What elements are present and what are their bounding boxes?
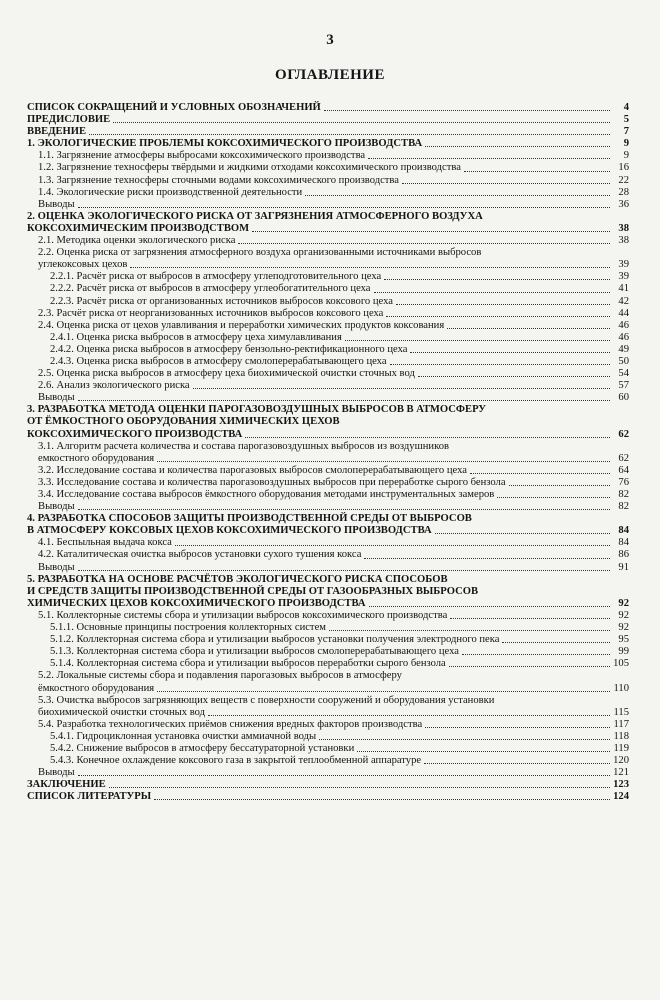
toc-dot-leader (305, 195, 610, 196)
toc-entry-title: 2.6. Анализ экологического риска (38, 380, 190, 392)
toc-entry-title: 5.4.3. Конечное охлаждение коксового газа в закрытой теплообменной аппаратуре (50, 755, 422, 767)
toc-entry-title: 5.1.3. Коллекторная система сбора и утилизации выбросов смолоперерабатывающего цеха (50, 646, 459, 658)
toc-entry-title: 5.1.1. Основные принципы построения коллекторных систем (50, 622, 326, 634)
toc-entry (27, 344, 629, 356)
toc-dot-leader (462, 654, 610, 655)
toc-entry (27, 199, 629, 211)
toc-entry-page-number: 60 (618, 392, 629, 404)
toc-entry (27, 658, 629, 670)
toc-entry-title: КОКСОХИМИЧЕСКОГО ПРОИЗВОДСТВА (27, 428, 243, 440)
toc-entry-title: 2.2.1. Расчёт риска от выбросов в атмосферу углеподготовительного цеха (50, 271, 382, 283)
toc-entry-title: 1.3. Загрязнение техносферы сточными водами коксохимического производства (38, 174, 399, 186)
toc-entry (27, 296, 629, 308)
toc-dot-leader (418, 376, 610, 377)
toc-dot-leader (345, 340, 610, 341)
toc-entry-page-number: 50 (618, 355, 629, 367)
toc-entry-title: 4. РАЗРАБОТКА СПОСОБОВ ЗАЩИТЫ ПРОИЗВОДСТВЕННОЙ СРЕДЫ ОТ ВЫБРОСОВ (27, 513, 472, 525)
toc-entry-title: И СРЕДСТВ ЗАЩИТЫ ПРОИЗВОДСТВЕННОЙ СРЕДЫ ОТ ГАЗООБРАЗНЫХ ВЫБРОСОВ (27, 585, 479, 597)
toc-entry (27, 223, 629, 235)
toc-entry-title: ПРЕДИСЛОВИЕ (27, 114, 111, 126)
toc-entry-title: 2.5. Оценка риска выбросов в атмосферу цеха биохимической очистки сточных вод (38, 368, 415, 380)
toc-entry (27, 779, 629, 791)
toc-entry (27, 695, 629, 707)
toc-entry (27, 441, 629, 453)
toc-dot-leader (425, 146, 610, 147)
toc-entry (27, 598, 629, 610)
toc-dot-leader (113, 122, 610, 123)
toc-entry-title: углекоксовых цехов (38, 259, 128, 271)
toc-entry-title: 2.2.2. Расчёт риска от выбросов в атмосферу углеобогатительного цеха (50, 283, 371, 295)
toc-entry (27, 670, 629, 682)
toc-entry-title: 2.1. Методика оценки экологического риска (38, 235, 236, 247)
toc-entry (27, 126, 629, 138)
toc-entry-page-number: 82 (618, 489, 629, 500)
toc-entry (27, 332, 629, 344)
toc-entry-title: 2.2.3. Расчёт риска от организованных источников выбросов коксового цеха (50, 295, 393, 307)
toc-entry-page-number: 123 (613, 779, 629, 791)
toc-entry-title: 1. ЭКОЛОГИЧЕСКИЕ ПРОБЛЕМЫ КОКСОХИМИЧЕСКОГО ПРОИЗВОДСТВА (27, 138, 423, 150)
toc-entry-page-number: 36 (618, 198, 629, 210)
page-title: ОГЛАВЛЕНИЕ (275, 67, 385, 83)
toc-entry-page-number: 119 (613, 742, 629, 754)
toc-entry-title: ХИМИЧЕСКИХ ЦЕХОВ КОКСОХИМИЧЕСКОГО ПРОИЗВОДСТВА (27, 597, 366, 609)
toc-entry (27, 622, 629, 634)
toc-entry-page-number: 120 (613, 755, 629, 767)
toc-entry-page-number: 82 (618, 501, 629, 513)
toc-entry (27, 453, 629, 465)
toc-entry-page-number: 44 (618, 307, 629, 319)
toc-entry-title: 2.4. Оценка риска от цехов улавливания и переработки химических продуктов коксования (38, 319, 445, 331)
toc-entry-page-number: 92 (618, 597, 629, 609)
toc-entry-title: 2.4.3. Оценка риска выбросов в атмосферу смолоперерабатывающего цеха (50, 355, 387, 367)
toc-entry (27, 719, 629, 731)
toc-entry-title: 3.4. Исследование состава выбросов ёмкостного оборудования методами инструментальных замеров (38, 489, 495, 500)
toc-dot-leader (402, 183, 610, 184)
toc-entry (27, 162, 629, 174)
toc-entry (27, 489, 629, 501)
toc-dot-leader (89, 134, 610, 135)
toc-entry-title: 5.4.2. Снижение выбросов в атмосферу бессатураторной установки (50, 742, 355, 754)
toc-entry (27, 549, 629, 561)
toc-entry (27, 416, 629, 428)
toc-entry-page-number: 91 (618, 561, 629, 573)
toc-dot-leader (78, 775, 610, 776)
toc-dot-leader (450, 618, 610, 619)
toc-dot-leader (464, 171, 610, 172)
toc-entry (27, 114, 629, 126)
toc-entry-title: 1.4. Экологические риски производственной деятельности (38, 186, 303, 198)
toc-entry-page-number: 16 (618, 162, 629, 174)
toc-entry-page-number: 7 (623, 126, 629, 138)
toc-entry-title: 3.3. Исследование состава и количества парогазовоздушных выбросов при переработке сырого бензола (38, 476, 506, 488)
toc-entry (27, 501, 629, 513)
toc-entry (27, 586, 629, 598)
toc-entry-page-number: 84 (618, 537, 629, 549)
toc-dot-leader (78, 570, 610, 571)
toc-entry-page-number: 57 (618, 380, 629, 392)
toc-entry (27, 404, 629, 416)
toc-entry-title: Выводы (38, 501, 75, 513)
toc-entry-title: 4.1. Беспыльная выдача кокса (38, 537, 172, 549)
toc-entry (27, 731, 629, 743)
toc-entry (27, 465, 629, 477)
toc-entry-title: СПИСОК СОКРАЩЕНИЙ И УСЛОВНЫХ ОБОЗНАЧЕНИЙ (27, 102, 321, 113)
toc-entry-page-number: 46 (618, 319, 629, 331)
toc-entry-page-number: 124 (613, 791, 629, 803)
toc-dot-leader (410, 352, 610, 353)
toc-dot-leader (78, 207, 610, 208)
toc-entry-title: Выводы (38, 561, 75, 573)
toc-dot-leader (449, 666, 610, 667)
toc-entry-title: 5.4. Разработка технологических приёмов снижения вредных факторов производства (38, 718, 423, 730)
toc-entry-title: КОКСОХИМИЧЕСКИМ ПРОИЗВОДСТВОМ (27, 222, 250, 234)
toc-entry-page-number: 9 (623, 138, 629, 150)
toc-entry-page-number: 39 (618, 271, 629, 283)
toc-dot-leader (78, 400, 610, 401)
toc-dot-leader (509, 485, 610, 486)
toc-dot-leader (109, 787, 610, 788)
toc-entry-page-number: 105 (613, 658, 629, 670)
toc-entry-page-number: 46 (618, 331, 629, 343)
toc-entry (27, 259, 629, 271)
page-number: 3 (326, 32, 334, 48)
toc-entry (27, 380, 629, 392)
toc-dot-leader (447, 328, 610, 329)
toc-entry-title: 5.4.1. Гидроциклонная установка очистки аммиачной воды (50, 730, 317, 742)
toc-entry-title: 3.2. Исследование состава и количества парогазовых выбросов смолоперерабатывающего цеха (38, 464, 467, 476)
toc-entry-title: В АТМОСФЕРУ КОКСОВЫХ ЦЕХОВ КОКСОХИМИЧЕСКОГО ПРОИЗВОДСТВА (27, 525, 432, 537)
toc-dot-leader (470, 473, 610, 474)
toc-entry-page-number: 38 (618, 235, 629, 247)
toc-dot-leader (425, 727, 610, 728)
toc-entry-page-number: 110 (613, 682, 629, 694)
toc-entry-title: 5.2. Локальные системы сбора и подавления парогазовых выбросов в атмосферу (38, 670, 402, 682)
toc-entry-page-number: 121 (613, 767, 629, 779)
toc-dot-leader (157, 461, 610, 462)
toc-dot-leader (208, 715, 610, 716)
toc-entry-page-number: 118 (613, 730, 629, 742)
toc-dot-leader (157, 691, 610, 692)
toc-entry-page-number: 99 (618, 646, 629, 658)
toc-dot-leader (390, 364, 610, 365)
toc-entry (27, 187, 629, 199)
table-of-contents (27, 102, 629, 803)
toc-entry (27, 150, 629, 162)
toc-dot-leader (386, 316, 610, 317)
toc-dot-leader (369, 606, 610, 607)
toc-entry-title: 2.4.2. Оценка риска выбросов в атмосферу бензольно-ректификационного цеха (50, 343, 408, 355)
toc-entry-page-number: 49 (618, 343, 629, 355)
toc-entry-title: 5.1.4. Коллекторная система сбора и утилизации выбросов переработки сырого бензола (50, 658, 446, 670)
toc-entry-title: 2.3. Расчёт риска от неорганизованных источников выбросов коксового цеха (38, 307, 384, 319)
toc-entry (27, 610, 629, 622)
toc-entry-title: СПИСОК ЛИТЕРАТУРЫ (27, 791, 152, 803)
toc-entry-page-number: 92 (618, 609, 629, 621)
toc-entry-page-number: 62 (618, 428, 629, 440)
toc-entry-page-number: 115 (613, 706, 629, 718)
toc-entry (27, 320, 629, 332)
toc-dot-leader (252, 231, 610, 232)
toc-entry-page-number: 42 (618, 295, 629, 307)
toc-entry-title: Выводы (38, 767, 75, 779)
toc-dot-leader (329, 630, 610, 631)
toc-dot-leader (368, 158, 610, 159)
toc-entry-title: 5.3. Очистка выбросов загрязняющих веществ с поверхности сооружений и оборудования установки (38, 694, 495, 706)
toc-dot-leader (424, 763, 610, 764)
toc-entry (27, 138, 629, 150)
toc-dot-leader (245, 437, 610, 438)
toc-entry (27, 755, 629, 767)
toc-entry (27, 562, 629, 574)
toc-entry-page-number: 86 (618, 549, 629, 561)
toc-entry-title: 4.2. Каталитическая очистка выбросов установки сухого тушения кокса (38, 549, 362, 561)
toc-entry-page-number: 64 (618, 464, 629, 476)
toc-dot-leader (175, 545, 610, 546)
toc-entry (27, 175, 629, 187)
toc-entry-title: ОТ ЁМКОСТНОГО ОБОРУДОВАНИЯ ХИМИЧЕСКИХ ЦЕХОВ (27, 416, 340, 428)
toc-entry-title: биохимической очистки сточных вод (38, 706, 206, 718)
toc-entry-page-number: 28 (618, 186, 629, 198)
toc-dot-leader (502, 642, 610, 643)
toc-entry-title: Выводы (38, 392, 75, 404)
toc-entry-title: ВВЕДЕНИЕ (27, 126, 87, 138)
toc-entry-title: 5. РАЗРАБОТКА НА ОСНОВЕ РАСЧЁТОВ ЭКОЛОГИЧЕСКОГО РИСКА СПОСОБОВ (27, 573, 448, 585)
toc-entry (27, 356, 629, 368)
toc-entry (27, 767, 629, 779)
toc-entry-page-number: 38 (618, 222, 629, 234)
toc-dot-leader (357, 751, 610, 752)
toc-entry-title: Выводы (38, 198, 75, 210)
toc-dot-leader (435, 533, 610, 534)
toc-dot-leader (78, 509, 610, 510)
toc-entry (27, 211, 629, 223)
toc-entry-page-number: 54 (618, 368, 629, 380)
toc-entry-title: 3. РАЗРАБОТКА МЕТОДА ОЦЕНКИ ПАРОГАЗОВОЗДУШНЫХ ВЫБРОСОВ В АТМОСФЕРУ (27, 404, 487, 416)
toc-dot-leader (396, 304, 610, 305)
toc-entry (27, 247, 629, 259)
toc-entry (27, 743, 629, 755)
toc-entry-title: 2.4.1. Оценка риска выбросов в атмосферу цеха химулавливания (50, 331, 342, 343)
toc-entry-page-number: 5 (623, 114, 629, 126)
toc-dot-leader (130, 267, 610, 268)
toc-entry-title: 2. ОЦЕНКА ЭКОЛОГИЧЕСКОГО РИСКА ОТ ЗАГРЯЗНЕНИЯ АТМОСФЕРНОГО ВОЗДУХА (27, 210, 483, 222)
toc-dot-leader (319, 739, 610, 740)
toc-entry-title: ёмкостного оборудования (38, 682, 155, 694)
toc-entry (27, 537, 629, 549)
toc-dot-leader (497, 497, 610, 498)
toc-entry-title: ЗАКЛЮЧЕНИЕ (27, 779, 106, 791)
toc-entry (27, 102, 629, 114)
toc-dot-leader (238, 243, 610, 244)
toc-dot-leader (374, 292, 611, 293)
toc-entry (27, 368, 629, 380)
toc-dot-leader (324, 110, 610, 111)
toc-entry (27, 634, 629, 646)
toc-entry (27, 235, 629, 247)
toc-entry (27, 477, 629, 489)
toc-entry-page-number: 84 (618, 525, 629, 537)
toc-entry-page-number: 62 (618, 452, 629, 464)
toc-entry-title: 5.1.2. Коллекторная система сбора и утилизации выбросов установки получения электродного пека (50, 634, 500, 646)
toc-entry-page-number: 22 (618, 174, 629, 186)
toc-entry-title: 5.1. Коллекторные системы сбора и утилизации выбросов коксохимического производства (38, 609, 448, 621)
toc-entry (27, 683, 629, 695)
toc-entry (27, 429, 629, 441)
toc-entry-page-number: 95 (618, 634, 629, 646)
toc-dot-leader (384, 279, 610, 280)
toc-dot-leader (364, 558, 610, 559)
toc-entry-title: 2.2. Оценка риска от загрязнения атмосферного воздуха организованными источниками выбросов (38, 247, 482, 259)
toc-entry-title: 3.1. Алгоритм расчета количества и состава парогазовоздушных выбросов из воздушников (38, 440, 450, 452)
toc-entry-page-number: 9 (623, 150, 629, 162)
toc-entry-page-number: 39 (618, 259, 629, 271)
toc-entry-page-number: 76 (618, 476, 629, 488)
toc-entry (27, 791, 629, 803)
toc-entry (27, 271, 629, 283)
toc-entry (27, 283, 629, 295)
toc-entry-page-number: 117 (613, 718, 629, 730)
toc-entry (27, 574, 629, 586)
toc-entry (27, 392, 629, 404)
toc-entry (27, 646, 629, 658)
toc-dot-leader (193, 388, 610, 389)
toc-entry-title: емкостного оборудования (38, 452, 155, 464)
toc-dot-leader (154, 799, 610, 800)
toc-entry (27, 707, 629, 719)
toc-entry-title: 1.1. Загрязнение атмосферы выбросами коксохимического производства (38, 150, 366, 162)
toc-entry (27, 513, 629, 525)
toc-entry-page-number: 41 (618, 283, 629, 295)
toc-entry-title: 1.2. Загрязнение техносферы твёрдыми и жидкими отходами коксохимического производства (38, 162, 461, 174)
toc-entry (27, 308, 629, 320)
toc-entry-page-number: 4 (623, 102, 629, 113)
toc-entry (27, 525, 629, 537)
toc-entry-page-number: 92 (618, 622, 629, 634)
